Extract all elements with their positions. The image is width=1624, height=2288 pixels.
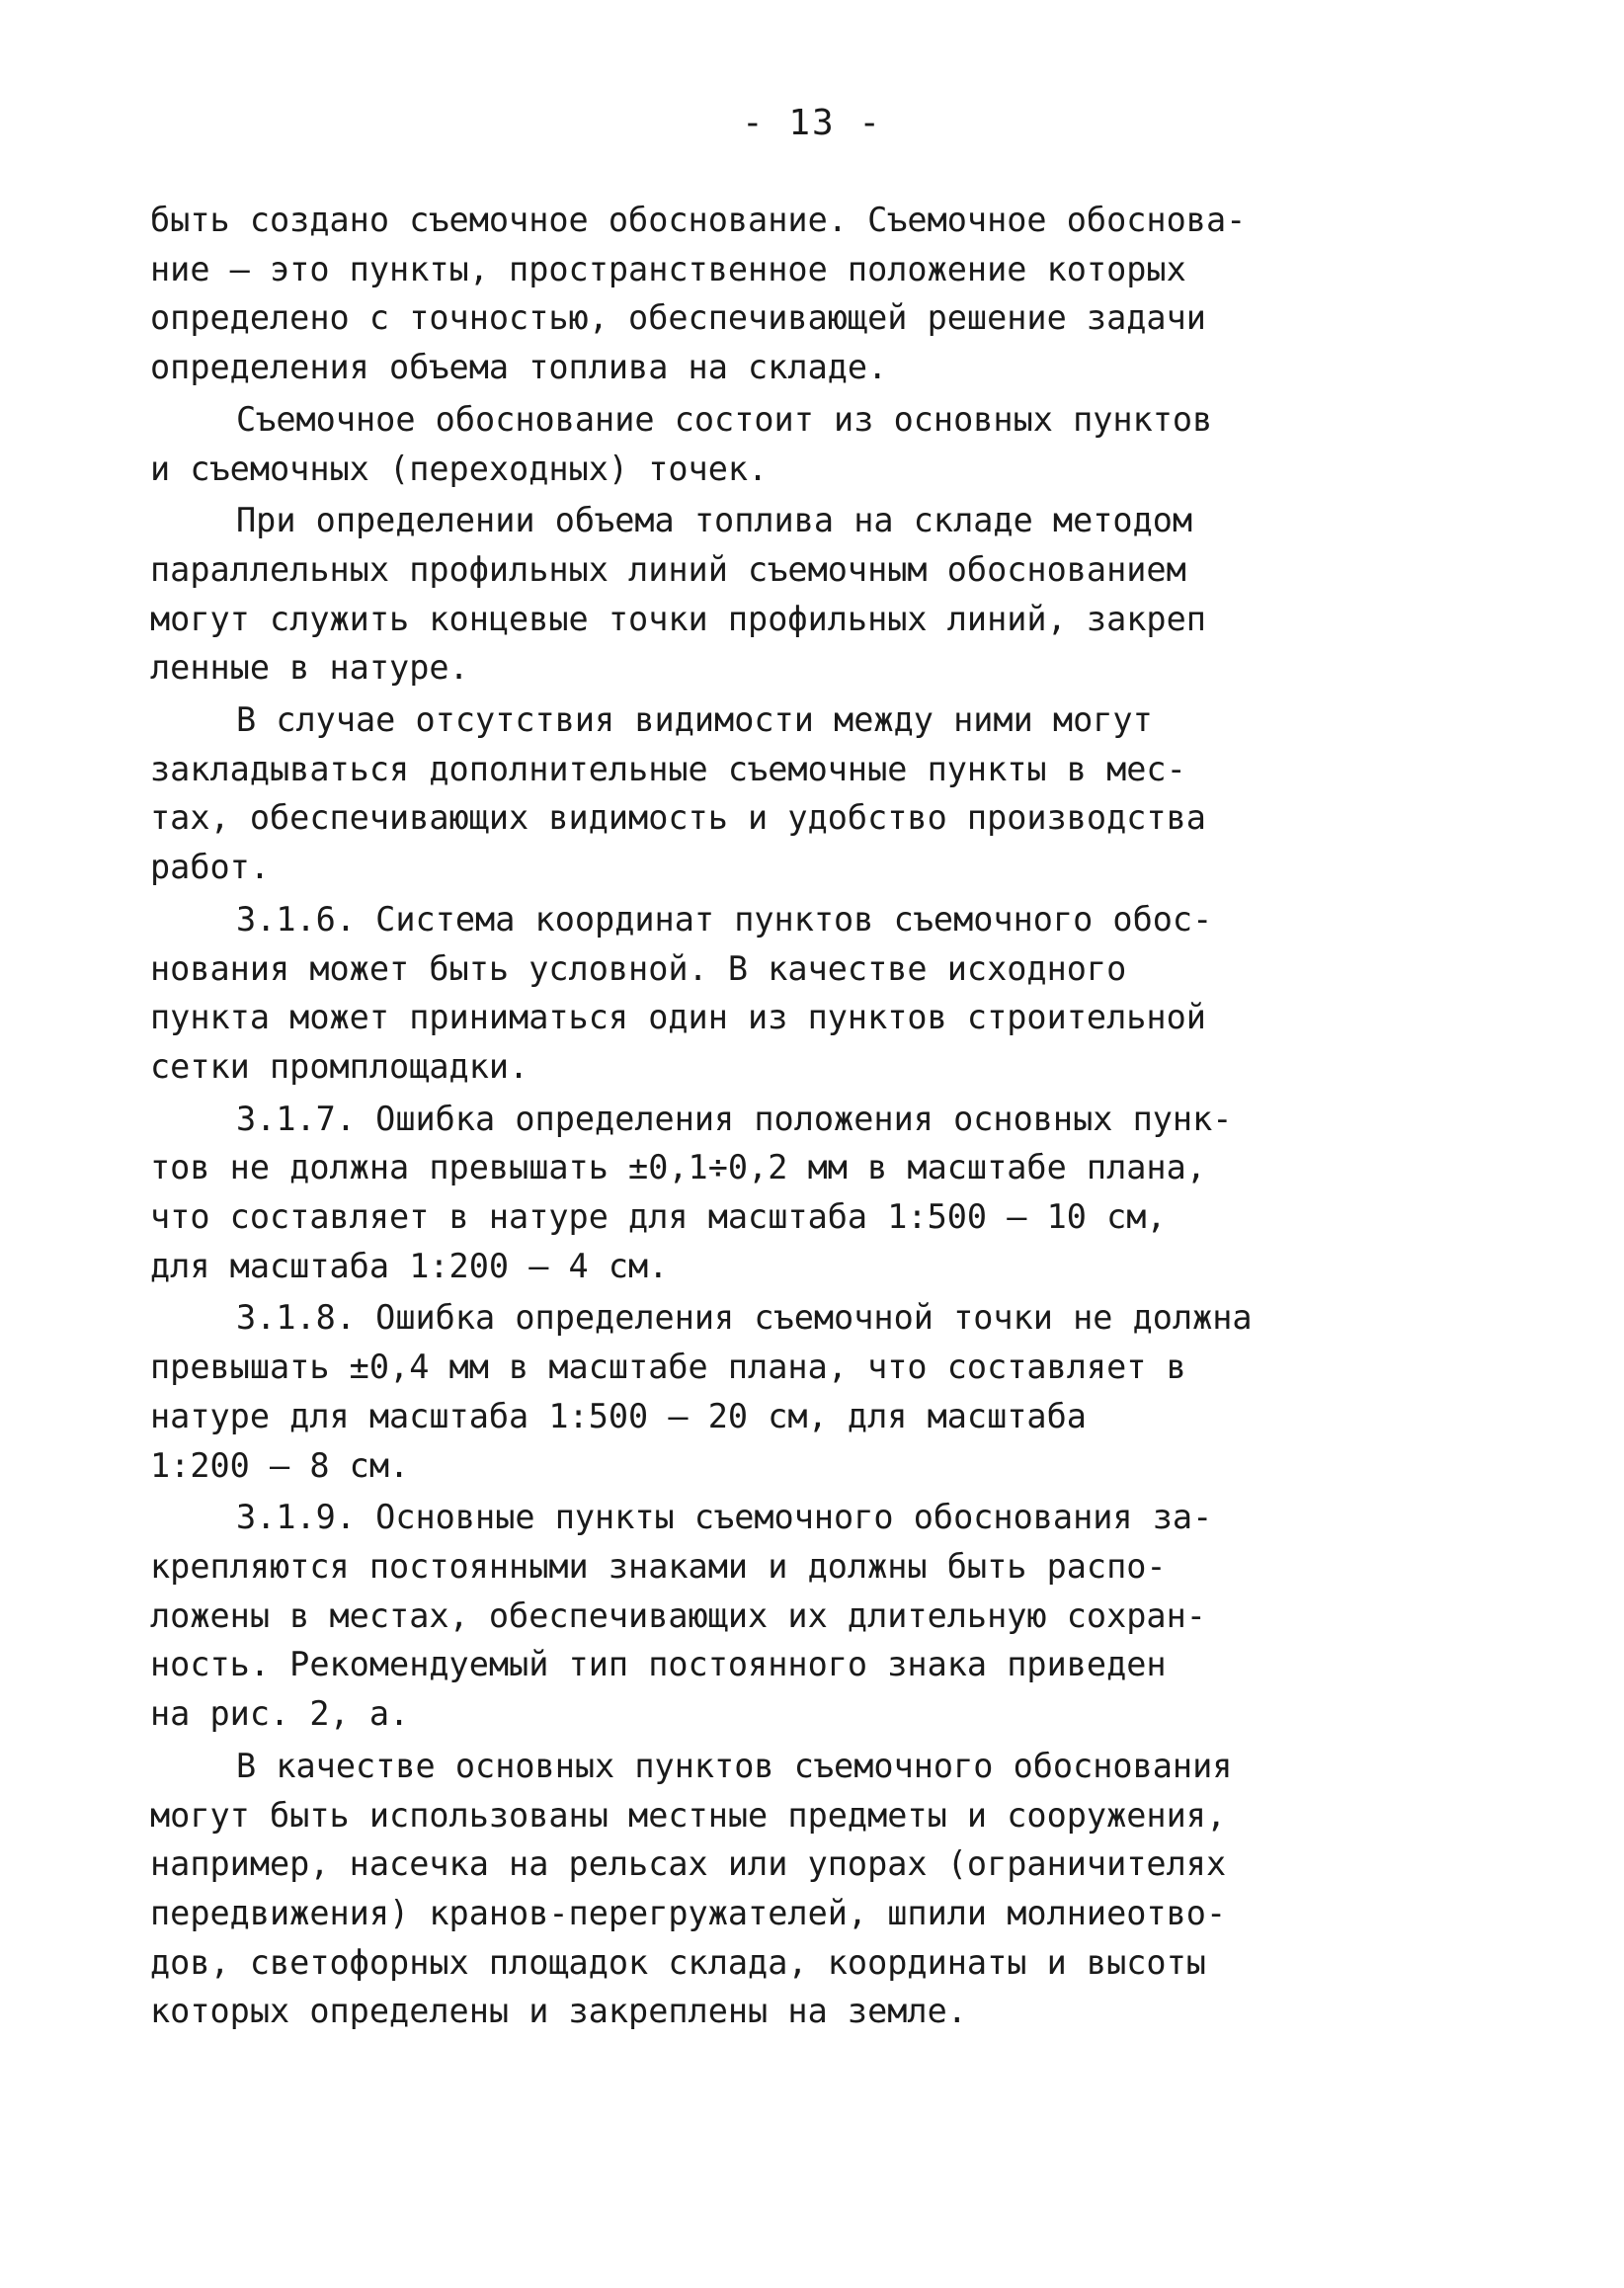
page-number: - 13 - — [741, 103, 883, 143]
text-line: нования может быть условной. В качестве исходного — [150, 948, 1127, 988]
text-line: передвижения) кранов-перегружателей, шпили молниеотво- — [150, 1893, 1227, 1932]
body-text — [150, 196, 1464, 2039]
text-line: определения объема топлива на складе. — [150, 348, 888, 387]
text-line: на рис. 2, а. — [150, 1694, 410, 1734]
text-line: и съемочных (переходных) точек. — [150, 449, 769, 488]
paragraph — [150, 196, 1464, 392]
text-line: что составляет в натуре для масштаба 1:500 — 10 см, — [150, 1197, 1167, 1237]
text-line: для масштаба 1:200 — 4 см. — [150, 1246, 669, 1285]
text-line: 3.1.9. Основные пункты съемочного обоснования за- — [236, 1498, 1213, 1537]
text-line: пункта может приниматься один из пунктов строительной — [150, 998, 1206, 1037]
text-line: 3.1.8. Ошибка определения съемочной точки не должна — [236, 1298, 1253, 1338]
text-line: которых определены и закреплены на земле. — [150, 1992, 967, 2031]
text-line: крепляются постоянными знаками и должны быть распо- — [150, 1546, 1167, 1586]
text-line: превышать ±0,4 мм в масштабе плана, что составляет в — [150, 1348, 1186, 1387]
text-line: ность. Рекомендуемый тип постоянного знака приведен — [150, 1645, 1167, 1684]
text-line: могут служить концевые точки профильных линий, закреп — [150, 599, 1206, 638]
text-line: ние — это пункты, пространственное положение которых — [150, 249, 1186, 288]
text-line: сетки промплощадки. — [150, 1046, 529, 1086]
text-line: В случае отсутствия видимости между ними могут — [236, 700, 1153, 740]
paragraph — [150, 395, 1464, 493]
text-line: могут быть использованы местные предметы и сооружения, — [150, 1795, 1227, 1835]
paragraph — [150, 496, 1464, 693]
text-line: например, насечка на рельсах или упорах (ограничителях — [150, 1844, 1227, 1884]
text-line: 3.1.7. Ошибка определения положения основных пунк- — [236, 1099, 1233, 1138]
text-line: дов, светофорных площадок склада, координаты и высоты — [150, 1942, 1206, 1982]
paragraph — [150, 1742, 1464, 2036]
text-line: параллельных профильных линий съемочным обоснованием — [150, 549, 1186, 589]
text-line: Съемочное обоснование состоит из основных пунктов — [236, 399, 1213, 439]
paragraph — [150, 1095, 1464, 1291]
text-line: В качестве основных пунктов съемочного обоснования — [236, 1746, 1233, 1785]
text-line: быть создано съемочное обоснование. Съемочное обоснова- — [150, 201, 1247, 239]
text-line: определено с точностью, обеспечивающей решение задачи — [150, 298, 1206, 338]
paragraph — [150, 1493, 1464, 1739]
paragraph — [150, 1293, 1464, 1490]
text-line: тов не должна превышать ±0,1÷0,2 мм в масштабе плана, — [150, 1148, 1206, 1187]
text-line: ложены в местах, обеспечивающих их длительную сохран- — [150, 1595, 1206, 1635]
text-line: 3.1.6. Система координат пунктов съемочного обос- — [236, 899, 1213, 939]
text-line: ленные в натуре. — [150, 648, 469, 688]
text-line: закладываться дополнительные съемочные пункты в мес- — [150, 749, 1186, 788]
paragraph — [150, 895, 1464, 1092]
text-line: работ. — [150, 848, 271, 887]
text-line: При определении объема топлива на складе методом — [236, 501, 1193, 540]
text-line: тах, обеспечивающих видимость и удобство производства — [150, 798, 1206, 838]
text-line: натуре для масштаба 1:500 — 20 см, для масштаба — [150, 1396, 1087, 1435]
paragraph — [150, 695, 1464, 892]
text-line: 1:200 — 8 см. — [150, 1445, 410, 1485]
